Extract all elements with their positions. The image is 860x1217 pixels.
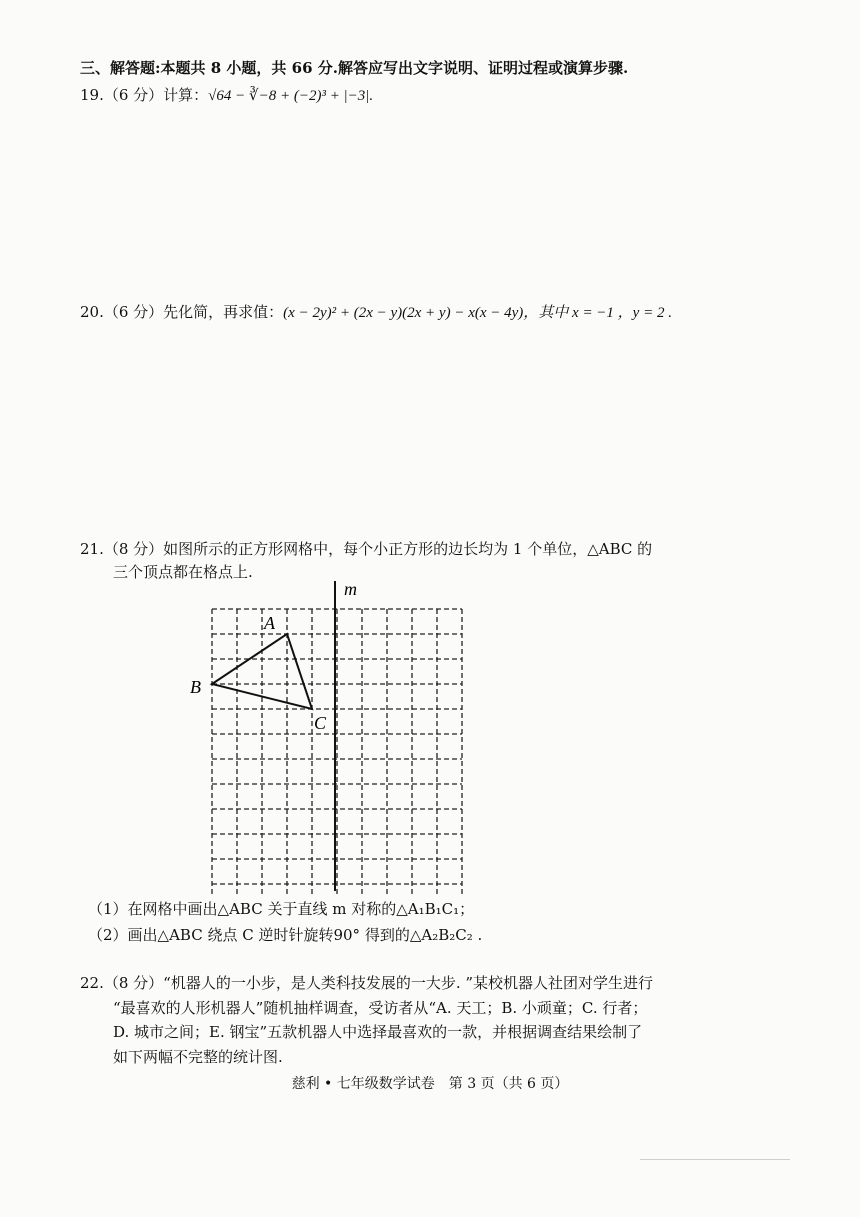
section-heading: 三、解答题:本题共 8 小题，共 66 分.解答应写出文字说明、证明过程或演算步骤.	[80, 59, 629, 77]
question-21-part-2: （2）画出△ABC 绕点 C 逆时针旋转90° 得到的△A₂B₂C₂ .	[88, 926, 483, 944]
question-20-label: 20.（6 分）先化简，再求值：	[80, 303, 284, 321]
question-21-part-1: （1）在网格中画出△ABC 关于直线 m 对称的△A₁B₁C₁；	[88, 900, 475, 918]
question-19-expression: √64 − ∛−8 + (−2)³ + |−3|.	[208, 88, 374, 104]
scan-artifact-line	[640, 1159, 790, 1160]
axis-label-m: m	[344, 579, 357, 599]
vertex-label-b: B	[190, 677, 201, 697]
vertex-label-a: A	[264, 613, 275, 633]
question-22-line-2: “最喜欢的人形机器人”随机抽样调查，受访者从“A. 天工；B. 小顽童；C. 行者；	[113, 999, 648, 1017]
grid-figure	[180, 575, 480, 895]
question-21-line-2: 三个顶点都在格点上.	[113, 563, 253, 581]
question-19	[80, 85, 373, 106]
page-footer: 慈利 • 七年级数学试卷 第 3 页（共 6 页）	[291, 1076, 569, 1092]
question-20	[80, 302, 672, 323]
question-22-line-3: D. 城市之间；E. 钢宝”五款机器人中选择最喜欢的一款，并根据调查结果绘制了	[113, 1023, 643, 1041]
question-20-expression: (x − 2y)² + (2x − y)(2x + y) − x(x − 4y)，其中 x = −1 ，y = 2 .	[283, 305, 672, 321]
question-19-label: 19.（6 分）计算：	[80, 86, 209, 104]
question-21-line-1: 21.（8 分）如图所示的正方形网格中，每个小正方形的边长均为 1 个单位，△ABC 的	[80, 540, 653, 558]
question-22-line-1: 22.（8 分）“机器人的一小步，是人类科技发展的一大步. ”某校机器人社团对学生进行	[80, 974, 654, 992]
vertex-label-c: C	[314, 713, 327, 733]
square-grid	[212, 609, 462, 895]
question-22-line-4: 如下两幅不完整的统计图.	[113, 1048, 283, 1066]
